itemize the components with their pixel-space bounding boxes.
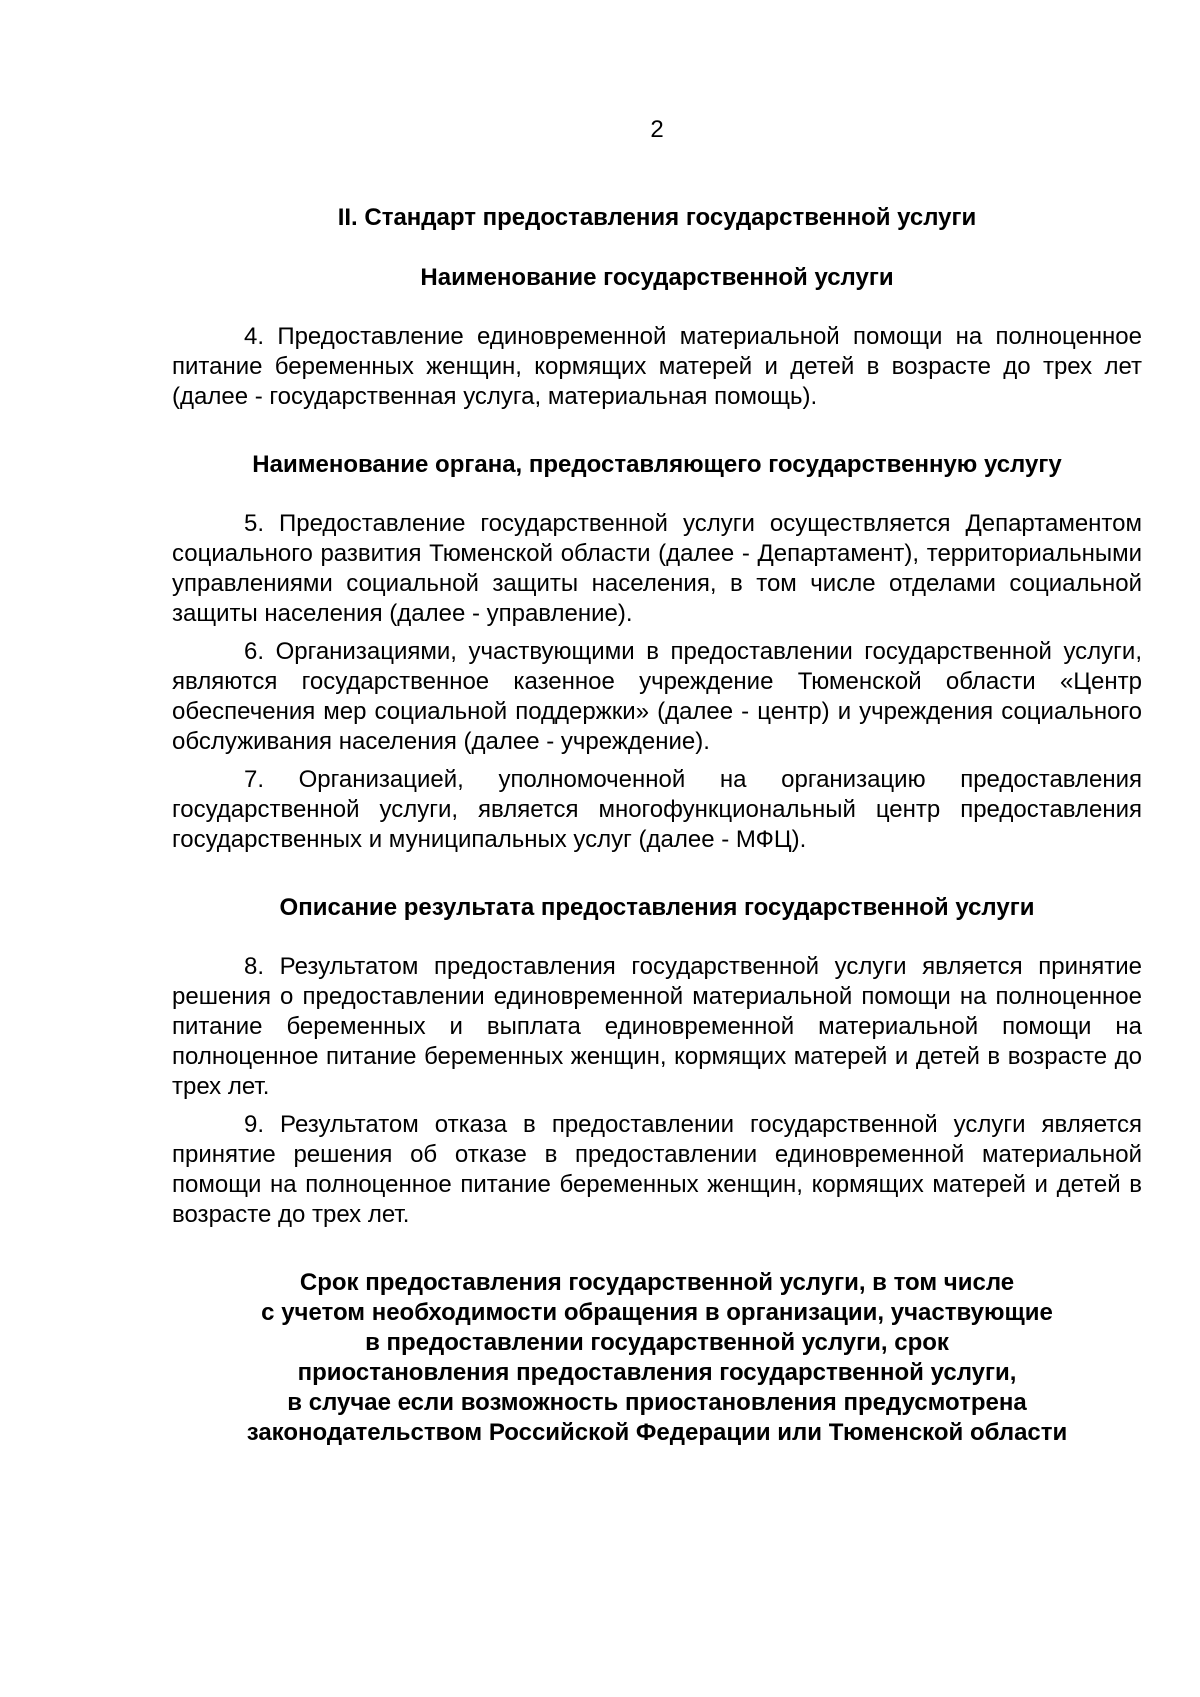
heading-term-line: в предоставлении государственной услуги, срок: [365, 1329, 949, 1356]
paragraph-6: 6. Организациями, участвующими в предоставлении государственной услуги, являются государственное казенное учреждение Тюменской области «Центр обеспечения мер социальной поддержки» (далее - центр) и учреждения социального обслуживания населения (далее - учреждение).: [172, 638, 1142, 755]
heading-term-line: с учетом необходимости обращения в организации, участвующие: [261, 1299, 1053, 1326]
paragraph-4: 4. Предоставление единовременной материальной помощи на полноценное питание беременных женщин, кормящих матерей и детей в возрасте до трех лет (далее - государственная услуга, материальная помощь).: [172, 323, 1142, 410]
paragraph-7: 7. Организацией, уполномоченной на организацию предоставления государственной услуги, является многофункциональный центр предоставления государственных и муниципальных услуг (далее - МФЦ).: [172, 766, 1142, 853]
heading-term-line: Срок предоставления государственной услуги, в том числе: [299, 1269, 1015, 1296]
section-title: II. Стандарт предоставления государственной услуги: [337, 204, 977, 231]
heading-term-line: законодательством Российской Федерации или Тюменской области: [246, 1419, 1068, 1446]
heading-term-line: приостановления предоставления государственной услуги,: [297, 1359, 1017, 1386]
heading-result-description: Описание результата предоставления государственной услуги: [279, 894, 1035, 921]
heading-organ-name: Наименование органа, предоставляющего государственную услугу: [252, 451, 1062, 478]
paragraph-5: 5. Предоставление государственной услуги осуществляется Департаментом социального развития Тюменской области (далее - Департамент), территориальными управлениями социальной защиты населения, в том числе отделами социальной защиты населения (далее - управление).: [172, 510, 1142, 627]
paragraph-8: 8. Результатом предоставления государственной услуги является принятие решения о предоставлении единовременной материальной помощи на полноценное питание беременных и выплата единовременной материальной помощи на полноценное питание беременных женщин, кормящих матерей и детей в возрасте до трех лет.: [172, 953, 1142, 1100]
document-body: [172, 203, 1142, 1448]
heading-service-name: Наименование государственной услуги: [420, 264, 894, 291]
page-number: 2: [650, 116, 664, 143]
heading-service-term: [172, 1268, 1142, 1448]
heading-term-line: в случае если возможность приостановления предусмотрена: [287, 1389, 1027, 1416]
paragraph-9: 9. Результатом отказа в предоставлении государственной услуги является принятие решения об отказе в предоставлении единовременной материальной помощи на полноценное питание беременных женщин, кормящих матерей и детей в возрасте до трех лет.: [172, 1111, 1142, 1228]
